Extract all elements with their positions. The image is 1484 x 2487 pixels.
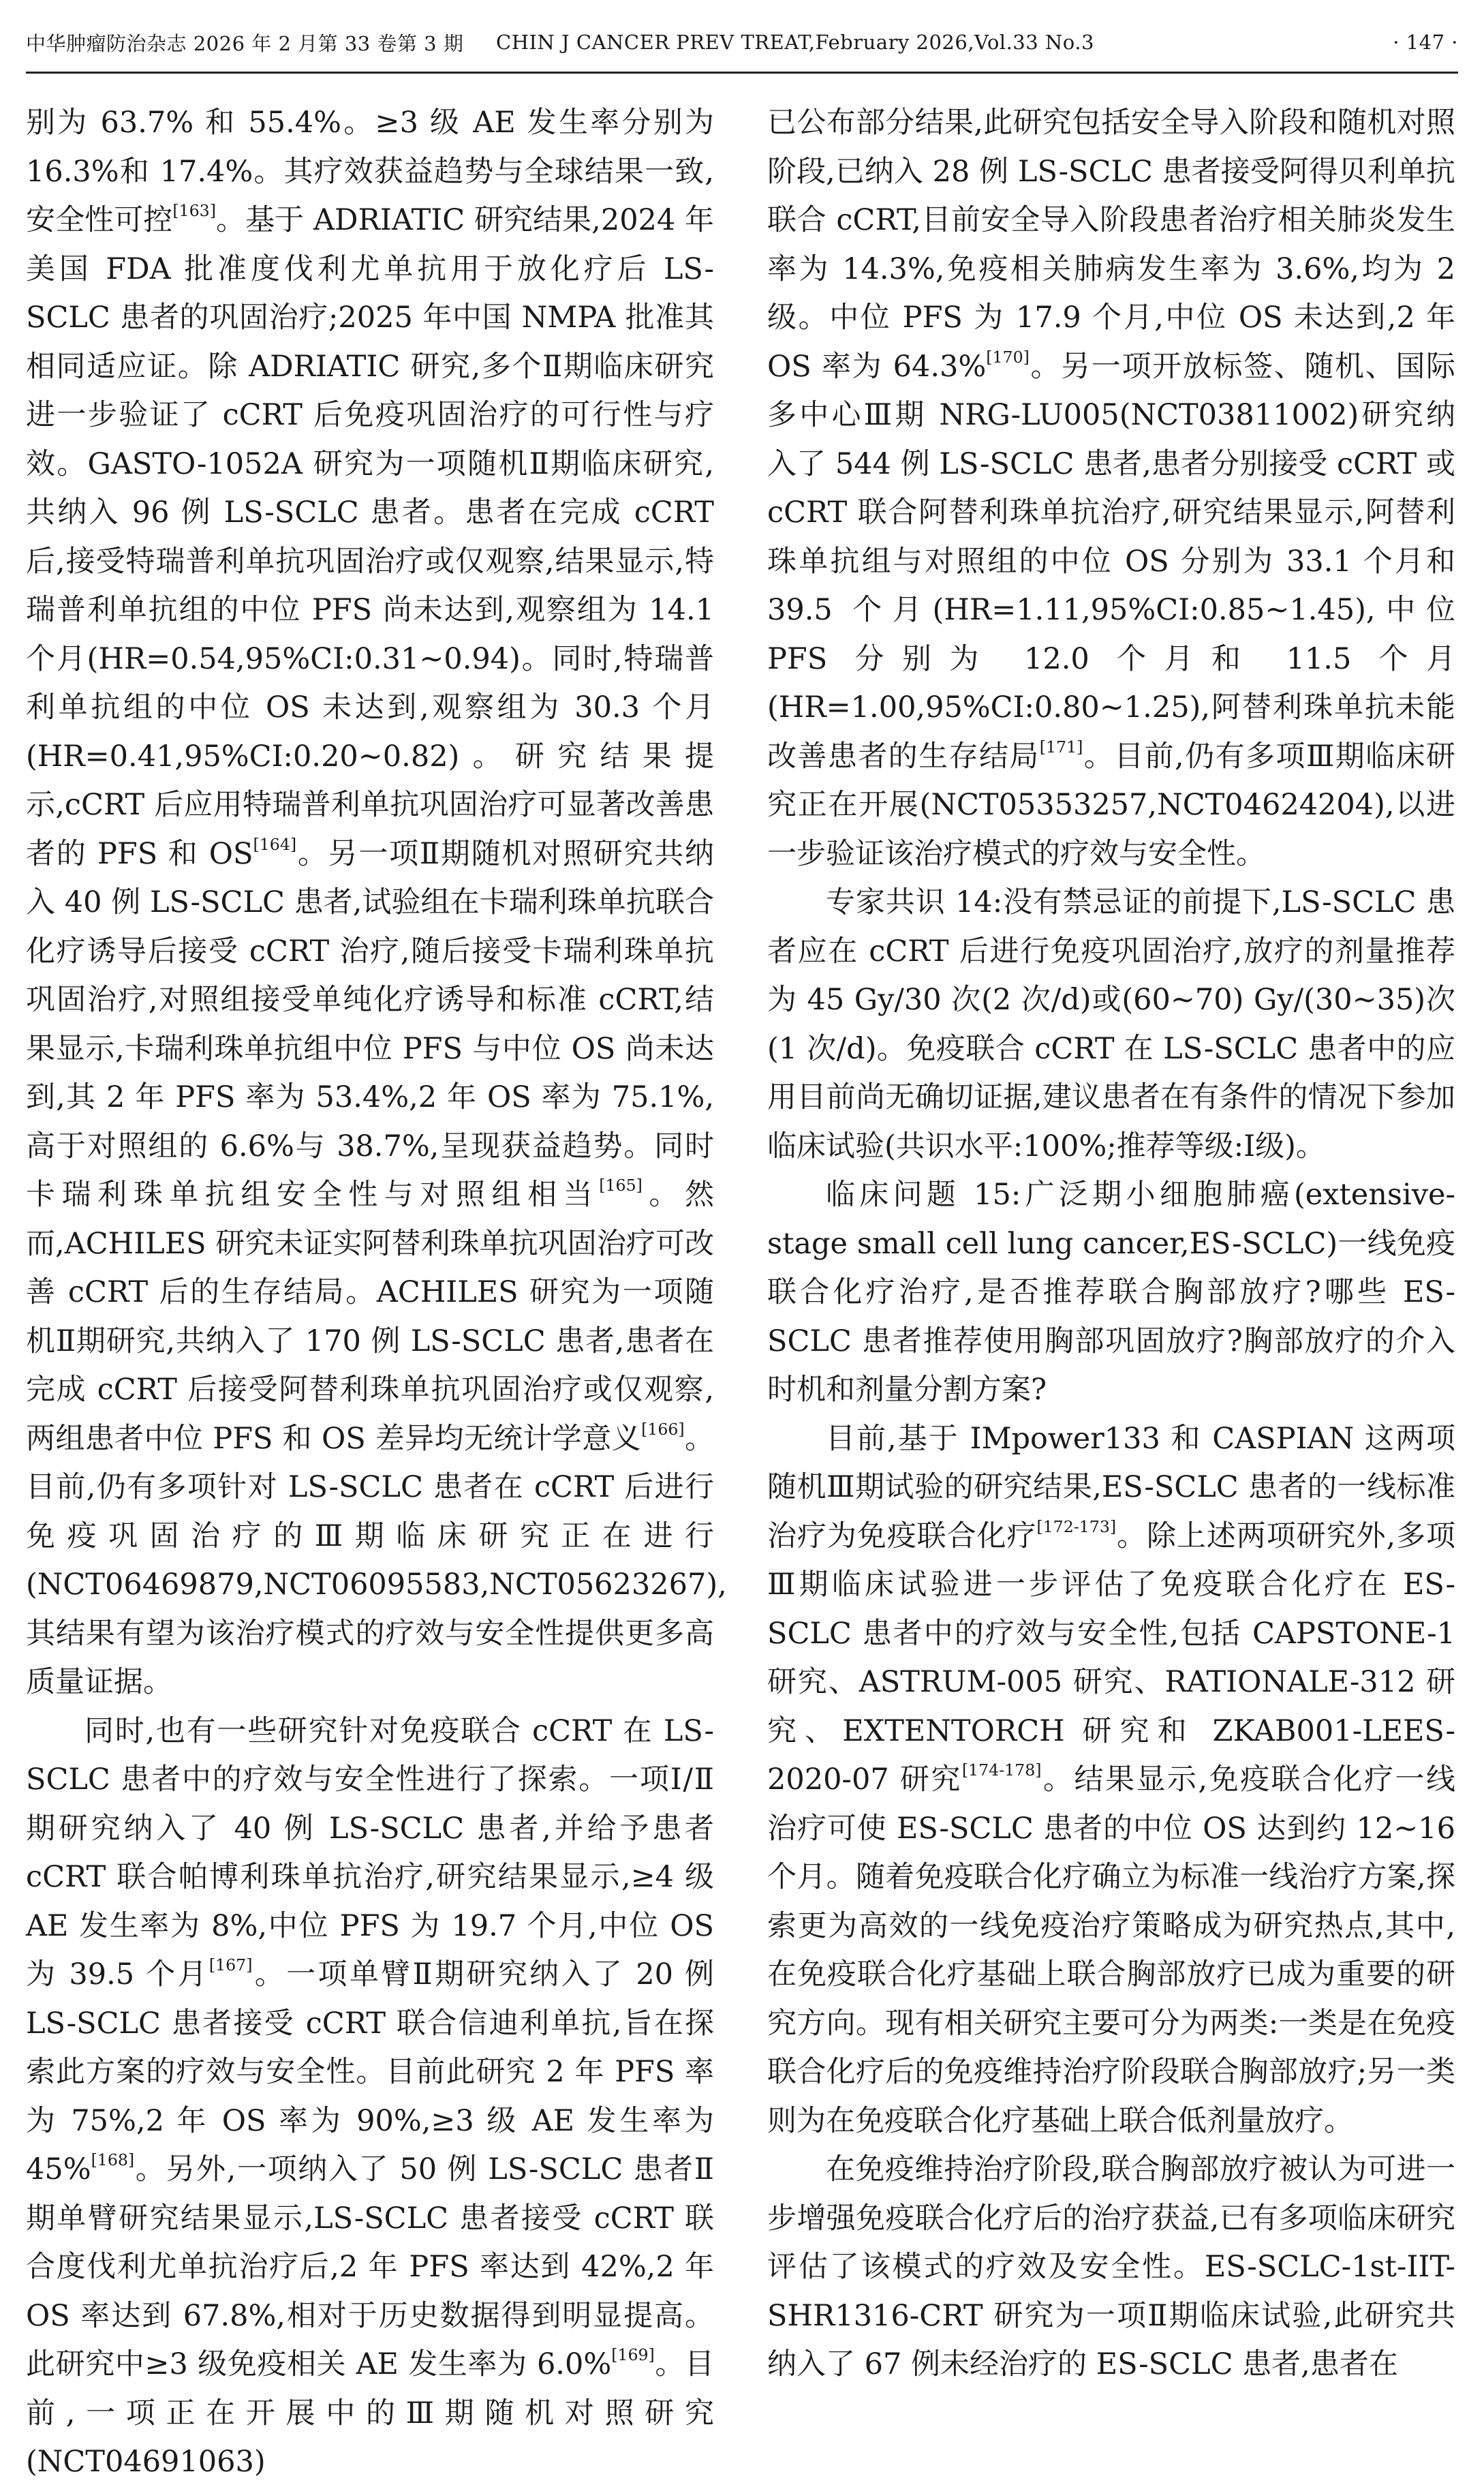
citation: [170] [986,347,1030,367]
citation: [168] [91,2150,135,2169]
right-paragraph-5: 在免疫维持治疗阶段,联合胸部放疗被认为可进一步增强免疫联合化疗后的治疗获益,已有多项临床研究评估了该模式的疗效及安全性。ES-SCLC-1st-IIT-SHR1316-CRT 研究为一项Ⅱ期临床试验,此研究共纳入了 67 例未经治疗的 ES-SCLC 患者,患者在 [767,2152,1455,2381]
text-run: 。目前,一项正在开展中的Ⅲ期随机对照研究(NCT04691063) [26,2347,715,2479]
citation: [167] [208,1955,253,1974]
text-run: 目前,基于 IMpower133 和 CASPIAN 这两项随机Ⅲ期试验的研究结果,ES-SCLC 患者的一线标准治疗为免疫联合化疗 [767,1421,1455,1553]
text-run: 。除上述两项研究外,多项Ⅲ期临床试验进一步评估了免疫联合化疗在 ES-SCLC 患者中的疗效与安全性,包括 CAPSTONE-1 研究、ASTRUM-005 研究、RATIONALE-312 研究、EXTENTORCH 研究和 ZKAB001-LEES-2020-07 研究 [767,1519,1456,1797]
citation: [174-178] [961,1760,1042,1780]
left-paragraph-2 [26,1707,714,2487]
text-run: 。然而,ACHILES 研究未证实阿替利珠单抗巩固治疗可改善 cCRT 后的生存结局。ACHILES 研究为一项随机Ⅱ期研究,共纳入了 170 例 LS-SCLC 患者,患者在完成 cCRT 后接受阿替利珠单抗巩固治疗或仅观察,两组患者中位 PFS 和 OS 差异均无统计学意义 [26,1178,715,1456]
left-column [26,99,727,2479]
text-run: 已公布部分结果,此研究包括安全导入阶段和随机对照阶段,已纳入 28 例 LS-SCLC 患者接受阿得贝利单抗联合 cCRT,目前安全导入阶段患者治疗相关肺炎发生率为 14.3%,免疫相关肺病发生率为 3.6%,均为 2 级。中位 PFS 为 17.9 个月,中位 OS 未达到,2 年 OS 率为 64.3% [767,106,1455,384]
citation: [165] [599,1175,643,1195]
clinical-question-15: 临床问题 15:广泛期小细胞肺癌(extensive-stage small cell lung cancer,ES-SCLC)一线免疫联合化疗治疗,是否推荐联合胸部放疗?哪些 ES-SCLC 患者推荐使用胸部巩固放疗?胸部放疗的介入时机和剂量分割方案? [767,1178,1455,1407]
right-paragraph-4 [767,1415,1455,2146]
page-number: · 147 · [1393,31,1458,54]
citation: [169] [611,2345,655,2364]
text-run: 同时,也有一些研究针对免疫联合 cCRT 在 LS-SCLC 患者中的疗效与安全性进行了探索。一项Ⅰ/Ⅱ期研究纳入了 40 例 LS-SCLC 患者,并给予患者 cCRT 联合帕博利珠单抗治疗,研究结果显示,≥4 级 AE 发生率为 8%,中位 PFS 为 19.7 个月,中位 OS 为 39.5 个月 [26,1713,714,1992]
text-run: 别为 63.7% 和 55.4%。≥3 级 AE 发生率分别为 16.3%和 17.4%。其疗效获益趋势与全球结果一致,安全性可控 [26,106,714,237]
citation: [171] [1039,737,1083,757]
left-paragraph-1 [26,99,727,1707]
text-run: 。另一项开放标签、随机、国际多中心Ⅲ期 NRG-LU005(NCT03811002)研究纳入了 544 例 LS-SCLC 患者,患者分别接受 cCRT 或 cCRT 联合阿替利珠单抗治疗,研究结果显示,阿替利珠单抗组与对照组的中位 OS 分别为 33.1 个月和 39.5 个月(HR=1.11,95%CI:0.85~1.45),中位 PFS 分别为 12.0 个月和 11.5 个月(HR=1.00,95%CI:0.80~1.25),阿替利珠单抗未能改善患者的生存结局 [767,349,1455,774]
text-run: 。一项单臂Ⅱ期研究纳入了 20 例 LS-SCLC 患者接受 cCRT 联合信迪利单抗,旨在探索此方案的疗效与安全性。目前此研究 2 年 PFS 率为 75%,2 年 OS 率为 90%,≥3 级 AE 发生率为 45% [26,1957,714,2186]
text-run: 。基于 ADRIATIC 研究结果,2024 年美国 FDA 批准度伐利尤单抗用于放化疗后 LS-SCLC 患者的巩固治疗;2025 年中国 NMPA 批准其相同适应证。除 ADRIATIC 研究,多个Ⅱ期临床研究进一步验证了 cCRT 后免疫巩固治疗的可行性与疗效。GASTO-1052A 研究为一项随机Ⅱ期临床研究,共纳入 96 例 LS-SCLC 患者。患者在完成 cCRT 后,接受特瑞普利单抗巩固治疗或仅观察,结果显示,特瑞普利单抗组的中位 PFS 尚未达到,观察组为 14.1 个月(HR=0.54,95%CI:0.31~0.94)。同时,特瑞普利单抗组的中位 OS 未达到,观察组为 30.3 个月(HR=0.41,95%CI:0.20~0.82)。研究结果提示,cCRT 后应用特瑞普利单抗巩固治疗可显著改善患者的 PFS 和 OS [26,203,715,871]
text-run: 。另一项Ⅱ期随机对照研究共纳入 40 例 LS-SCLC 患者,试验组在卡瑞利珠单抗联合化疗诱导后接受 cCRT 治疗,随后接受卡瑞利珠单抗巩固治疗,对照组接受单纯化疗诱导和标准 cCRT,结果显示,卡瑞利珠单抗组中位 PFS 与中位 OS 尚未达到,其 2 年 PFS 率为 53.4%,2 年 OS 率为 75.1%,高于对照组的 6.6%与 38.7%,呈现获益趋势。同时卡瑞利珠单抗组安全性与对照组相当 [26,836,714,1212]
journal-title-cn: 中华肿瘤防治杂志 2026 年 2 月第 33 卷第 3 期 [26,31,464,55]
text-run: 。目前,仍有多项Ⅲ期临床研究正在开展(NCT05353257,NCT04624204),以进一步验证该治疗模式的疗效与安全性。 [767,739,1455,871]
text-run: 。目前,仍有多项针对 LS-SCLC 患者在 cCRT 后进行免疫巩固治疗的Ⅲ期临床研究正在进行(NCT06469879,NCT06095583,NCT05623267),其结果有望为该治疗模式的疗效与安全性提供更多高质量证据。 [26,1421,727,1699]
right-column [767,99,1456,2381]
header-rule [26,72,1458,74]
citation: [163] [172,200,216,220]
expert-consensus-14: 专家共识 14:没有禁忌证的前提下,LS-SCLC 患者应在 cCRT 后进行免疫巩固治疗,放疗的剂量推荐为 45 Gy/30 次(2 次/d)或(60~70) Gy/(30~35)次(1 次/d)。免疫联合 cCRT 在 LS-SCLC 患者中的应用目前尚无确切证据,建议患者在有条件的情况下参加临床试验(共识水平:100%;推荐等级:Ⅰ级)。 [767,885,1455,1163]
text-run: 。结果显示,免疫联合化疗一线治疗可使 ES-SCLC 患者的中位 OS 达到约 12~16 个月。随着免疫联合化疗确立为标准一线治疗方案,探索更为高效的一线免疫治疗策略成为研究热点,其中,在免疫联合化疗基础上联合胸部放疗已成为重要的研究方向。现有相关研究主要可分为两类:一类是在免疫联合化疗后的免疫维持治疗阶段联合胸部放疗;另一类则为在免疫联合化疗基础上联合低剂量放疗。 [767,1763,1455,2138]
journal-title-en: CHIN J CANCER PREV TREAT,February 2026,Vol.33 No.3 [496,31,1094,54]
running-header [26,15,1458,70]
citation: [166] [641,1419,685,1439]
text-run: 。另外,一项纳入了 50 例 LS-SCLC 患者Ⅱ期单臂研究结果显示,LS-SCLC 患者接受 cCRT 联合度伐利尤单抗治疗后,2 年 PFS 率达到 42%,2 年 OS 率达到 67.8%,相对于历史数据得到明显提高。此研究中≥3 级免疫相关 AE 发生率为 6.0% [26,2152,714,2381]
citation: [172-173] [1036,1516,1117,1536]
right-paragraph-1 [767,99,1455,879]
citation: [164] [253,834,297,854]
